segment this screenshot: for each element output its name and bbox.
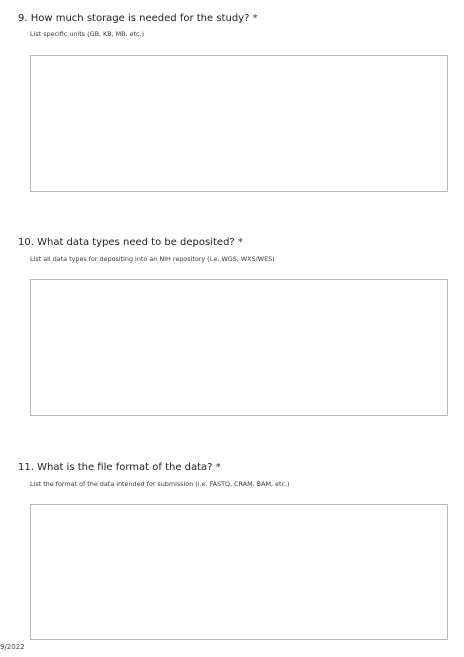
- required-marker: *: [252, 13, 258, 24]
- question-hint: List specific units (GB, KB, MB, etc.): [30, 30, 145, 38]
- data-types-answer-field[interactable]: [30, 279, 448, 416]
- question-text: How much storage is needed for the study?: [30, 13, 250, 24]
- file-format-answer-field[interactable]: [30, 504, 448, 640]
- question-title: [18, 13, 258, 25]
- storage-answer-field[interactable]: [30, 55, 448, 192]
- required-marker: *: [237, 237, 243, 248]
- question-hint: List all data types for depositing into an NIH repository (i.e. WGS, WXS/WES): [30, 255, 275, 263]
- question-number: 10.: [18, 237, 34, 248]
- question-number: 11.: [18, 462, 34, 473]
- question-hint: List the format of the data intended for submission (i.e. FASTQ, CRAM, BAM, etc.): [30, 480, 290, 488]
- question-text: What is the file format of the data?: [37, 462, 213, 473]
- question-title: [18, 462, 221, 474]
- question-number: 9.: [18, 13, 28, 24]
- required-marker: *: [215, 462, 221, 473]
- question-text: What data types need to be deposited?: [37, 237, 235, 248]
- footer-date: 9/2022: [0, 643, 25, 651]
- question-title: [18, 237, 243, 249]
